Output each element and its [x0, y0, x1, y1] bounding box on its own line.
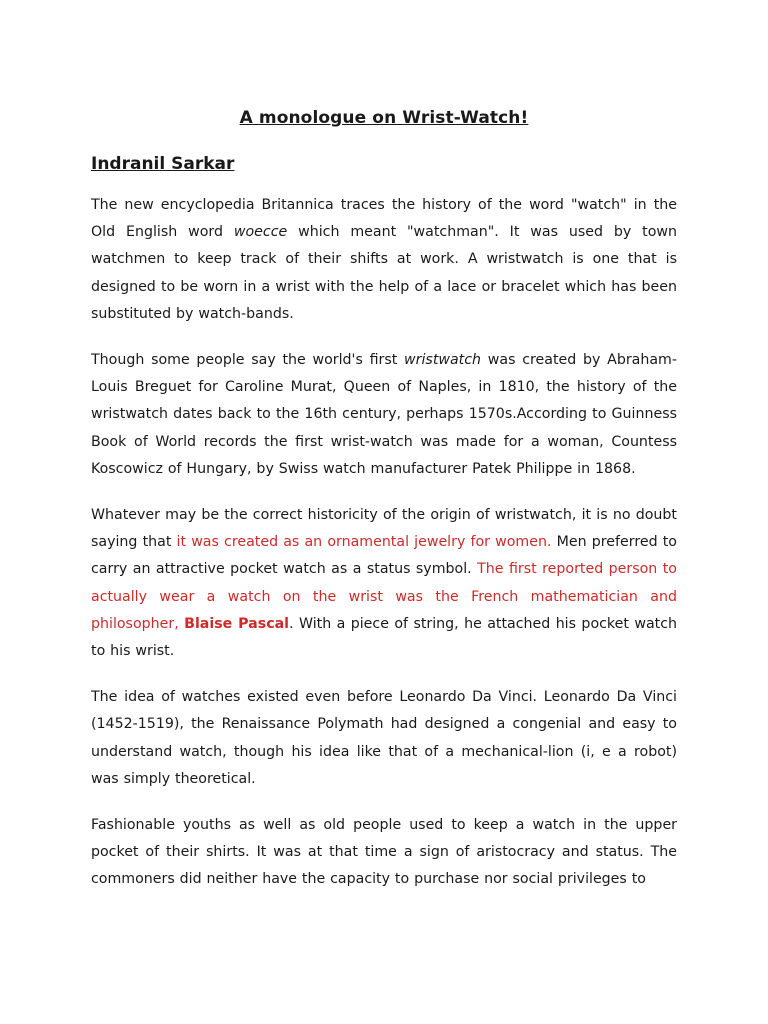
paragraph-origin [91, 502, 677, 665]
paragraph-da-vinci [91, 684, 677, 793]
author-name: Indranil Sarkar [91, 154, 235, 174]
text-segment: Men preferred to carry an attractive pocket watch as a status symbol. [91, 534, 677, 578]
highlighted-text: it was created as an ornamental jewelry for women. [176, 534, 552, 551]
paragraph-fashion [91, 812, 677, 894]
text-segment: Fashionable youths as well as old people used to keep a watch in the upper pocket of their shirts. It was at that time a sign of aristocracy and status. The commoners did neither have the capacity to purchase nor social privileges to [91, 817, 677, 888]
text-segment: which meant "watchman". It was used by town watchmen to keep track of their shifts at work. A wristwatch is one that is designed to be worn in a wrist with the help of a lace or bracelet which has been substituted by watch-bands. [91, 224, 677, 322]
text-segment: The idea of watches existed even before Leonardo Da Vinci. Leonardo Da Vinci (1452-1519), the Renaissance Polymath had designed a congenial and easy to understand watch, though his idea like that of a mechanical-lion (i, e a robot) was simply theoretical. [91, 689, 677, 787]
document-page [91, 108, 677, 913]
highlighted-name: Blaise Pascal [184, 615, 290, 632]
highlighted-text: The first reported person to actually wear a watch on the wrist was the French mathematician and philosopher, [91, 561, 677, 632]
italic-term: woecce [233, 224, 288, 241]
text-segment: Though some people say the world's first [91, 352, 405, 369]
document-title: A monologue on Wrist-Watch! [239, 108, 529, 128]
text-segment: Whatever may be the correct historicity of the origin of wristwatch, it is no doubt saying that [91, 507, 677, 551]
paragraph-first-wristwatch [91, 347, 677, 483]
italic-term: wristwatch [404, 352, 482, 369]
text-segment: The new encyclopedia Britannica traces the history of the word "watch" in the Old English word [91, 197, 677, 241]
paragraph-etymology [91, 192, 677, 328]
text-segment: was created by Abraham-Louis Breguet for Caroline Murat, Queen of Naples, in 1810, the history of the wristwatch dates back to the 16th century, perhaps 1570s.According to Guinness Book of World records the first wrist-watch was made for a woman, Countess Koscowicz of Hungary, by Swiss watch manufacturer Patek Philippe in 1868. [91, 352, 677, 477]
text-segment: . With a piece of string, he attached his pocket watch to his wrist. [91, 615, 677, 660]
